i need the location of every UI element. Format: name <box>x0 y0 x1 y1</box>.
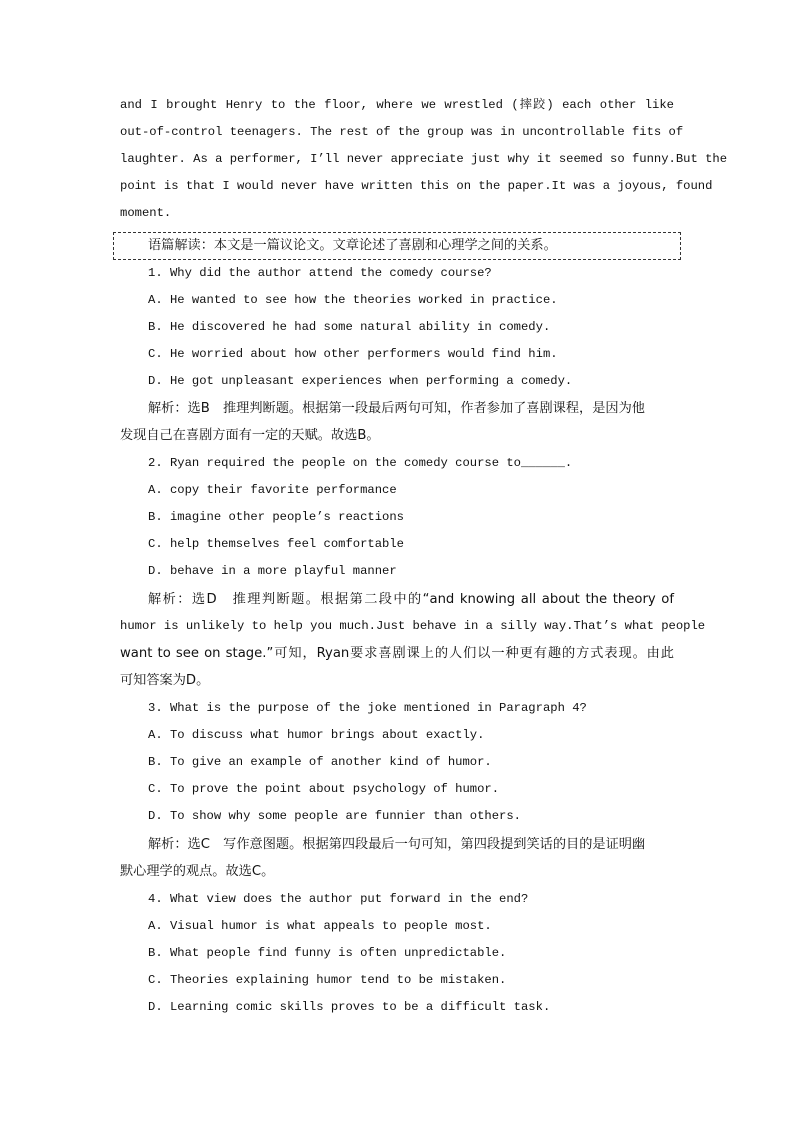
passage-line: laughter. As a performer, I’ll never appreciate just why it seemed so funny.But the <box>120 152 728 166</box>
analysis-line: 解析：选D 推理判断题。根据第二段中的“and knowing all about the theory of <box>148 592 674 607</box>
passage-line: point is that I would never have written this on the paper.It was a joyous, found <box>120 179 713 193</box>
answer-option: D. To show why some people are funnier than others. <box>148 809 521 823</box>
answer-option: B. He discovered he had some natural ability in comedy. <box>148 320 551 334</box>
reading-note: 语篇解读：本文是一篇议论文。文章论述了喜剧和心理学之间的关系。 <box>148 238 557 253</box>
answer-option: A. Visual humor is what appeals to people most. <box>148 919 492 933</box>
answer-option: C. Theories explaining humor tend to be mistaken. <box>148 973 507 987</box>
passage-line: moment. <box>120 206 172 220</box>
analysis-line: 解析：选C 写作意图题。根据第四段最后一句可知，第四段提到笑话的目的是证明幽 <box>148 837 646 852</box>
reading-note-box <box>113 232 681 260</box>
question-stem: 2. Ryan required the people on the comedy course to______. <box>148 456 573 470</box>
analysis-line: 可知答案为D。 <box>120 673 210 688</box>
passage-line: and I brought Henry to the floor, where we wrestled (摔跤) each other like <box>120 98 674 112</box>
analysis-line: 解析：选B 推理判断题。根据第一段最后两句可知，作者参加了喜剧课程，是因为他 <box>148 401 645 416</box>
answer-option: B. To give an example of another kind of humor. <box>148 755 492 769</box>
analysis-line: 发现自己在喜剧方面有一定的天赋。故选B。 <box>120 428 380 443</box>
analysis-line: humor is unlikely to help you much.Just behave in a silly way.That’s what people <box>120 619 706 633</box>
question-stem: 3. What is the purpose of the joke mentioned in Paragraph 4? <box>148 701 587 715</box>
answer-option: A. He wanted to see how the theories worked in practice. <box>148 293 558 307</box>
answer-option: B. imagine other people’s reactions <box>148 510 404 524</box>
answer-option: B. What people find funny is often unpredictable. <box>148 946 507 960</box>
answer-option: A. copy their favorite performance <box>148 483 397 497</box>
answer-option: C. To prove the point about psychology of humor. <box>148 782 500 796</box>
question-stem: 1. Why did the author attend the comedy course? <box>148 266 492 280</box>
answer-option: D. Learning comic skills proves to be a difficult task. <box>148 1000 551 1014</box>
analysis-line: 默心理学的观点。故选C。 <box>120 864 275 879</box>
answer-option: D. He got unpleasant experiences when performing a comedy. <box>148 374 573 388</box>
answer-option: D. behave in a more playful manner <box>148 564 397 578</box>
answer-option: A. To discuss what humor brings about exactly. <box>148 728 485 742</box>
answer-option: C. He worried about how other performers would find him. <box>148 347 558 361</box>
passage-line: out-of-control teenagers. The rest of the group was in uncontrollable fits of <box>120 125 684 139</box>
answer-option: C. help themselves feel comfortable <box>148 537 404 551</box>
question-stem: 4. What view does the author put forward in the end? <box>148 892 529 906</box>
analysis-line: want to see on stage.”可知，Ryan要求喜剧课上的人们以一种更有趣的方式表现。由此 <box>120 646 674 661</box>
